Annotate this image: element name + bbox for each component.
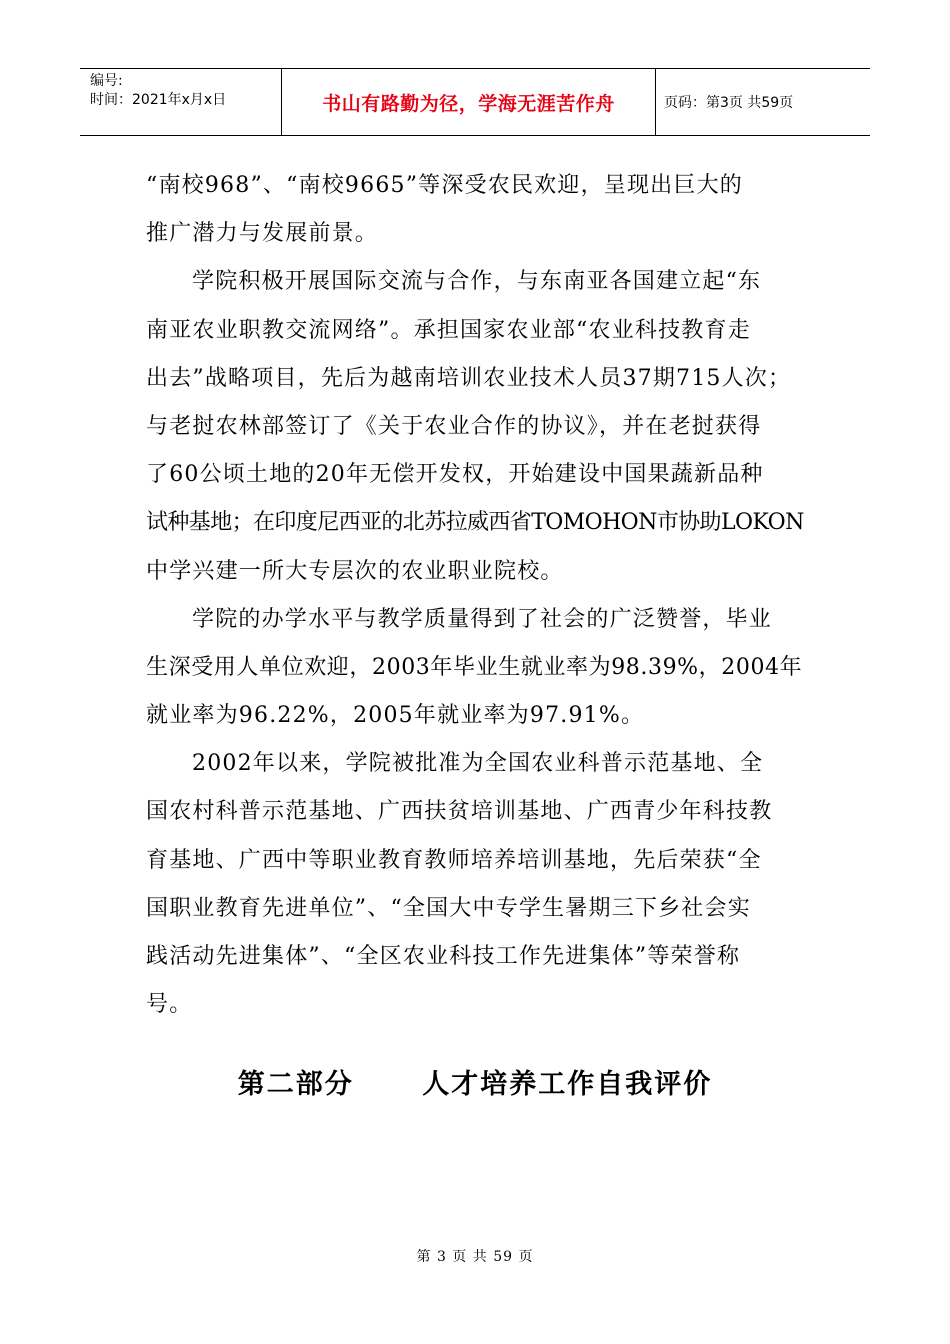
text-line: 出去”战略项目，先后为越南培训农业技术人员37期715人次；	[146, 365, 792, 391]
paragraph-start-line: 学院积极开展国际交流与合作，与东南亚各国建立起“东	[192, 269, 762, 295]
text-line: 了60公顷土地的20年无偿开发权，开始建设中国果蔬新品种	[146, 462, 764, 488]
text-line: 号。	[146, 992, 193, 1018]
text-line: 试种基地；在印度尼西亚的北苏拉威西省TOMOHON市协助LOKON	[146, 510, 804, 536]
paragraph-start-line: 2002年以来，学院被批准为全国农业科普示范基地、全	[192, 751, 764, 777]
text-line: “南校968”、“南校9665”等深受农民欢迎，呈现出巨大的	[146, 173, 743, 198]
time-label: 时间：2021年x月x日	[90, 92, 227, 108]
text-line: 国职业教育先进单位”、“全国大中专学生暑期三下乡社会实	[146, 895, 751, 921]
body-text	[146, 166, 808, 1033]
text-line: 践活动先进集体”、“全区农业科技工作先进集体”等荣誉称	[146, 944, 741, 969]
number-label: 编号:	[90, 73, 123, 89]
text-line: 南亚农业职教交流网络”。承担国家农业部“农业科技教育走	[146, 317, 751, 343]
header-motto: 书山有路勤为径，学海无涯苦作舟	[282, 69, 656, 135]
text-line: 育基地、广西中等职业教育教师培养培训基地，先后荣获“全	[146, 847, 762, 873]
document-header	[80, 68, 870, 136]
text-line: 与老挝农林部签订了《关于农业合作的协议》，并在老挝获得	[146, 413, 762, 439]
header-page-info: 页码：第3页 共59页	[664, 95, 794, 111]
text-line: 就业率为96.22%，2005年就业率为97.91%。	[146, 703, 645, 729]
header-meta	[80, 69, 282, 135]
page-footer: 第 3 页 共 59 页	[416, 1249, 534, 1265]
paragraph-start-line: 学院的办学水平与教学质量得到了社会的广泛赞誉，毕业	[192, 606, 773, 632]
text-line: 生深受用人单位欢迎，2003年毕业生就业率为98.39%，2004年	[146, 654, 803, 680]
section-title: 第二部分 人才培养工作自我评价	[237, 1069, 713, 1100]
text-line: 中学兴建一所大专层次的农业职业院校。	[146, 558, 564, 584]
text-line: 国农村科普示范基地、广西扶贫培训基地、广西青少年科技教	[146, 799, 773, 825]
text-line: 推广潜力与发展前景。	[146, 221, 379, 247]
